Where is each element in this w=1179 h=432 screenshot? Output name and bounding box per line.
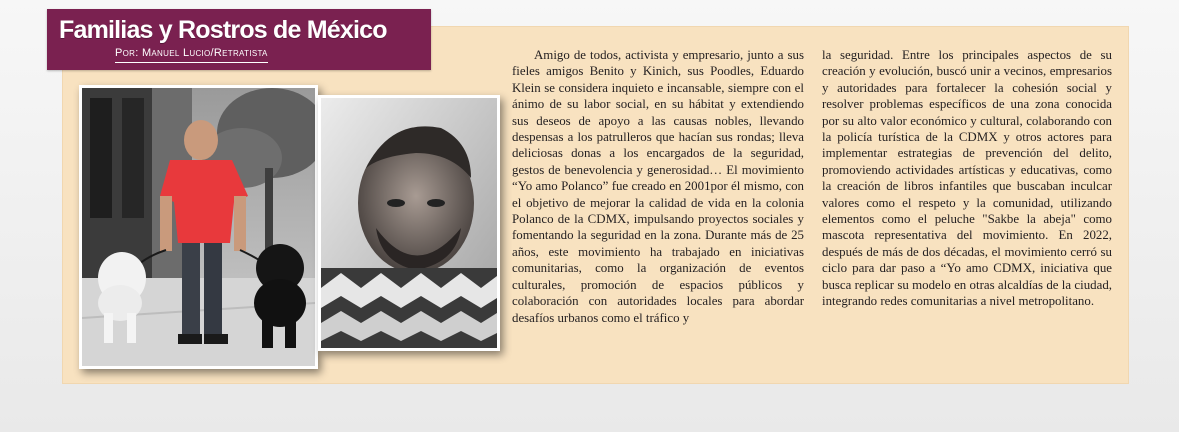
article-column-2: la seguridad. Entre los principales aspectos de su creación y evolución, buscó unir a vecinos, empresarios y autoridades para fortalecer la cohesión social y resolver problemas específicos de una zona conocida por su alto valor económico y cultural, colaborando con la policía turística de la CDMX y otros actores para implementar estrategias de prevención del delito, promoviendo actividades artísticas y educativas, como la creación de libros infantiles que buscaban inculcar valores como el respeto y la comunidad, utilizando elementos como el peluche "Sakbe la abeja" como mascota representativa del movimiento. En 2022, después de más de dos décadas, el movimiento cerró su ciclo para dar paso a “Yo amo CDMX, iniciativa que busca replicar su modelo en otras alcaldías de la ciudad, integrando redes comunitarias a nivel metropolitano. (822, 48, 1112, 309)
photo-man-with-poodles-icon (82, 88, 315, 366)
article-column-1: Amigo de todos, activista y empresario, junto a sus fieles amigos Benito y Kinich, sus Poodles, Eduardo Klein se considera inquieto e incansable, siempre con el ánimo de su labor social, en su hábitat y extendiendo sus deseos de apoyo a las causas nobles, llevando despensas a los patrulleros que hacían sus rondas; lleva deliciosas donas a los encargados de la seguridad, gestos de benevolencia y generosidad… El movimiento “Yo amo Polanco” fue creado en 2001por él mismo, con el objetivo de mejorar la calidad de vida en la colonia Polanco de la CDMX, impulsando proyectos sociales y fomentando la seguridad en la zona. Durante más de 25 años, este movimiento ha trabajado en iniciativas comunitarias, como la organización de eventos culturales, promoción de espacios públicos y colaboración con autoridades locales para abordar desafíos urbanos como el tráfico y (512, 48, 804, 325)
section-header (47, 9, 431, 70)
photo-man-with-poodles (79, 85, 318, 369)
photo-man-portrait (318, 95, 500, 351)
page-title: Familias y Rostros de México (59, 16, 387, 44)
photo-man-portrait-icon (321, 98, 497, 348)
byline: Por: Manuel Lucio/Retratista (115, 46, 268, 63)
